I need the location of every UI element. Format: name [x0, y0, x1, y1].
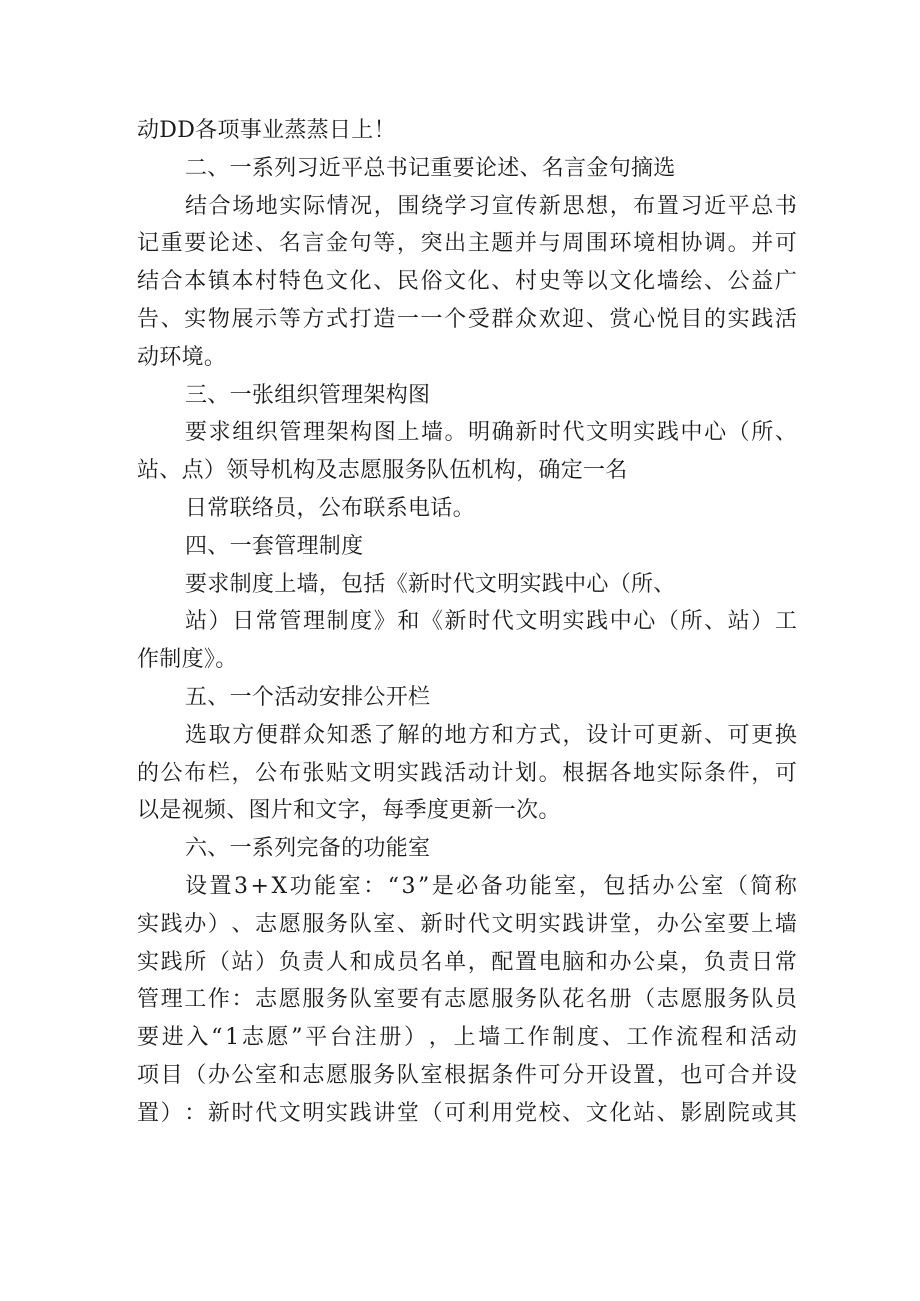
- text-line: 结 合 场 地 实 际 情 况 ， 围 绕 学 习 宣 传 新 思 想 ， 布 置 习 近 平 总 书: [185, 193, 797, 219]
- text-line: 告 、 实 物 展 示 等 方 式 打 造 一 一 个 受 群 众 欢 迎 、 赏 心 悦 目 的 实 践 活: [137, 306, 797, 332]
- text-line: 要求制度上墙，包括《新时代文明实践中心（所、: [185, 571, 676, 597]
- text-line: 五、一个活动安排公开栏: [185, 684, 431, 710]
- text-line: 二、一系列习近平总书记重要论述、名言金句摘选: [185, 155, 676, 181]
- text-line: 项 目 （ 办 公 室 和 志 愿 服 务 队 室 根 据 条 件 可 分 开 设 置 ， 也 可 合 并 设: [137, 1062, 797, 1088]
- text-line: 动环境。: [137, 344, 227, 370]
- text-line: 日常联络员，公布联系电话。: [185, 495, 475, 521]
- text-line: 站 ） 日 常 管 理 制 度 》 和 《 新 时 代 文 明 实 践 中 心 （ 所 、 站 ） 工: [185, 609, 797, 635]
- text-line: 设 置 3 + X 功 能 室 ： “ 3 ” 是 必 备 功 能 室 ， 包 括 办 公 室 （ 简 称: [185, 873, 797, 899]
- document-page: [137, 112, 797, 1133]
- text-line: 以是视频、图片和文字，每季度更新一次。: [137, 798, 561, 824]
- text-line: 选 取 方 便 群 众 知 悉 了 解 的 地 方 和 方 式 ， 设 计 可 更 新 、 可 更 换: [185, 722, 797, 748]
- text-line: 管 理 工 作 ： 志 愿 服 务 队 室 要 有 志 愿 服 务 队 花 名 册 （ 志 愿 服 务 队 员: [137, 987, 797, 1013]
- text-line: 要 进 入 “ 1 志 愿 ” 平 台 注 册 ） ， 上 墙 工 作 制 度 、 工 作 流 程 和 活 动: [137, 1025, 797, 1051]
- text-line: 站、点）领导机构及志愿服务队伍机构，确定一名: [137, 458, 628, 484]
- text-line: 实 践 办 ） 、 志 愿 服 务 队 室 、 新 时 代 文 明 实 践 讲 堂 ， 办 公 室 要 上 墙: [137, 911, 797, 937]
- text-line: 动DD各项事业蒸蒸日上！: [137, 118, 396, 143]
- text-line: 置 ） ： 新 时 代 文 明 实 践 讲 堂 （ 可 利 用 党 校 、 文 化 站 、 影 剧 院 或 其: [137, 1100, 797, 1126]
- text-line: 的 公 布 栏 ， 公 布 张 贴 文 明 实 践 活 动 计 划 。 根 据 各 地 实 际 条 件 ， 可: [137, 760, 797, 786]
- text-line: 实 践 所 （ 站 ） 负 责 人 和 成 员 名 单 ， 配 置 电 脑 和 办 公 桌 ， 负 责 日 常: [137, 949, 797, 975]
- text-line: 要 求 组 织 管 理 架 构 图 上 墙 。 明 确 新 时 代 文 明 实 践 中 心 （ 所 、: [185, 420, 797, 446]
- text-line: 六、一系列完备的功能室: [185, 836, 431, 862]
- text-line: 作制度》。: [137, 647, 238, 673]
- text-line: 四、一套管理制度: [185, 533, 364, 559]
- text-line: 记 重 要 论 述 、 名 言 金 句 等 ， 突 出 主 题 并 与 周 围 环 境 相 协 调 。 并 可: [137, 231, 797, 257]
- text-line: 三、一张组织管理架构图: [185, 382, 431, 408]
- text-line: 结 合 本 镇 本 村 特 色 文 化 、 民 俗 文 化 、 村 史 等 以 文 化 墙 绘 、 公 益 广: [137, 269, 797, 295]
